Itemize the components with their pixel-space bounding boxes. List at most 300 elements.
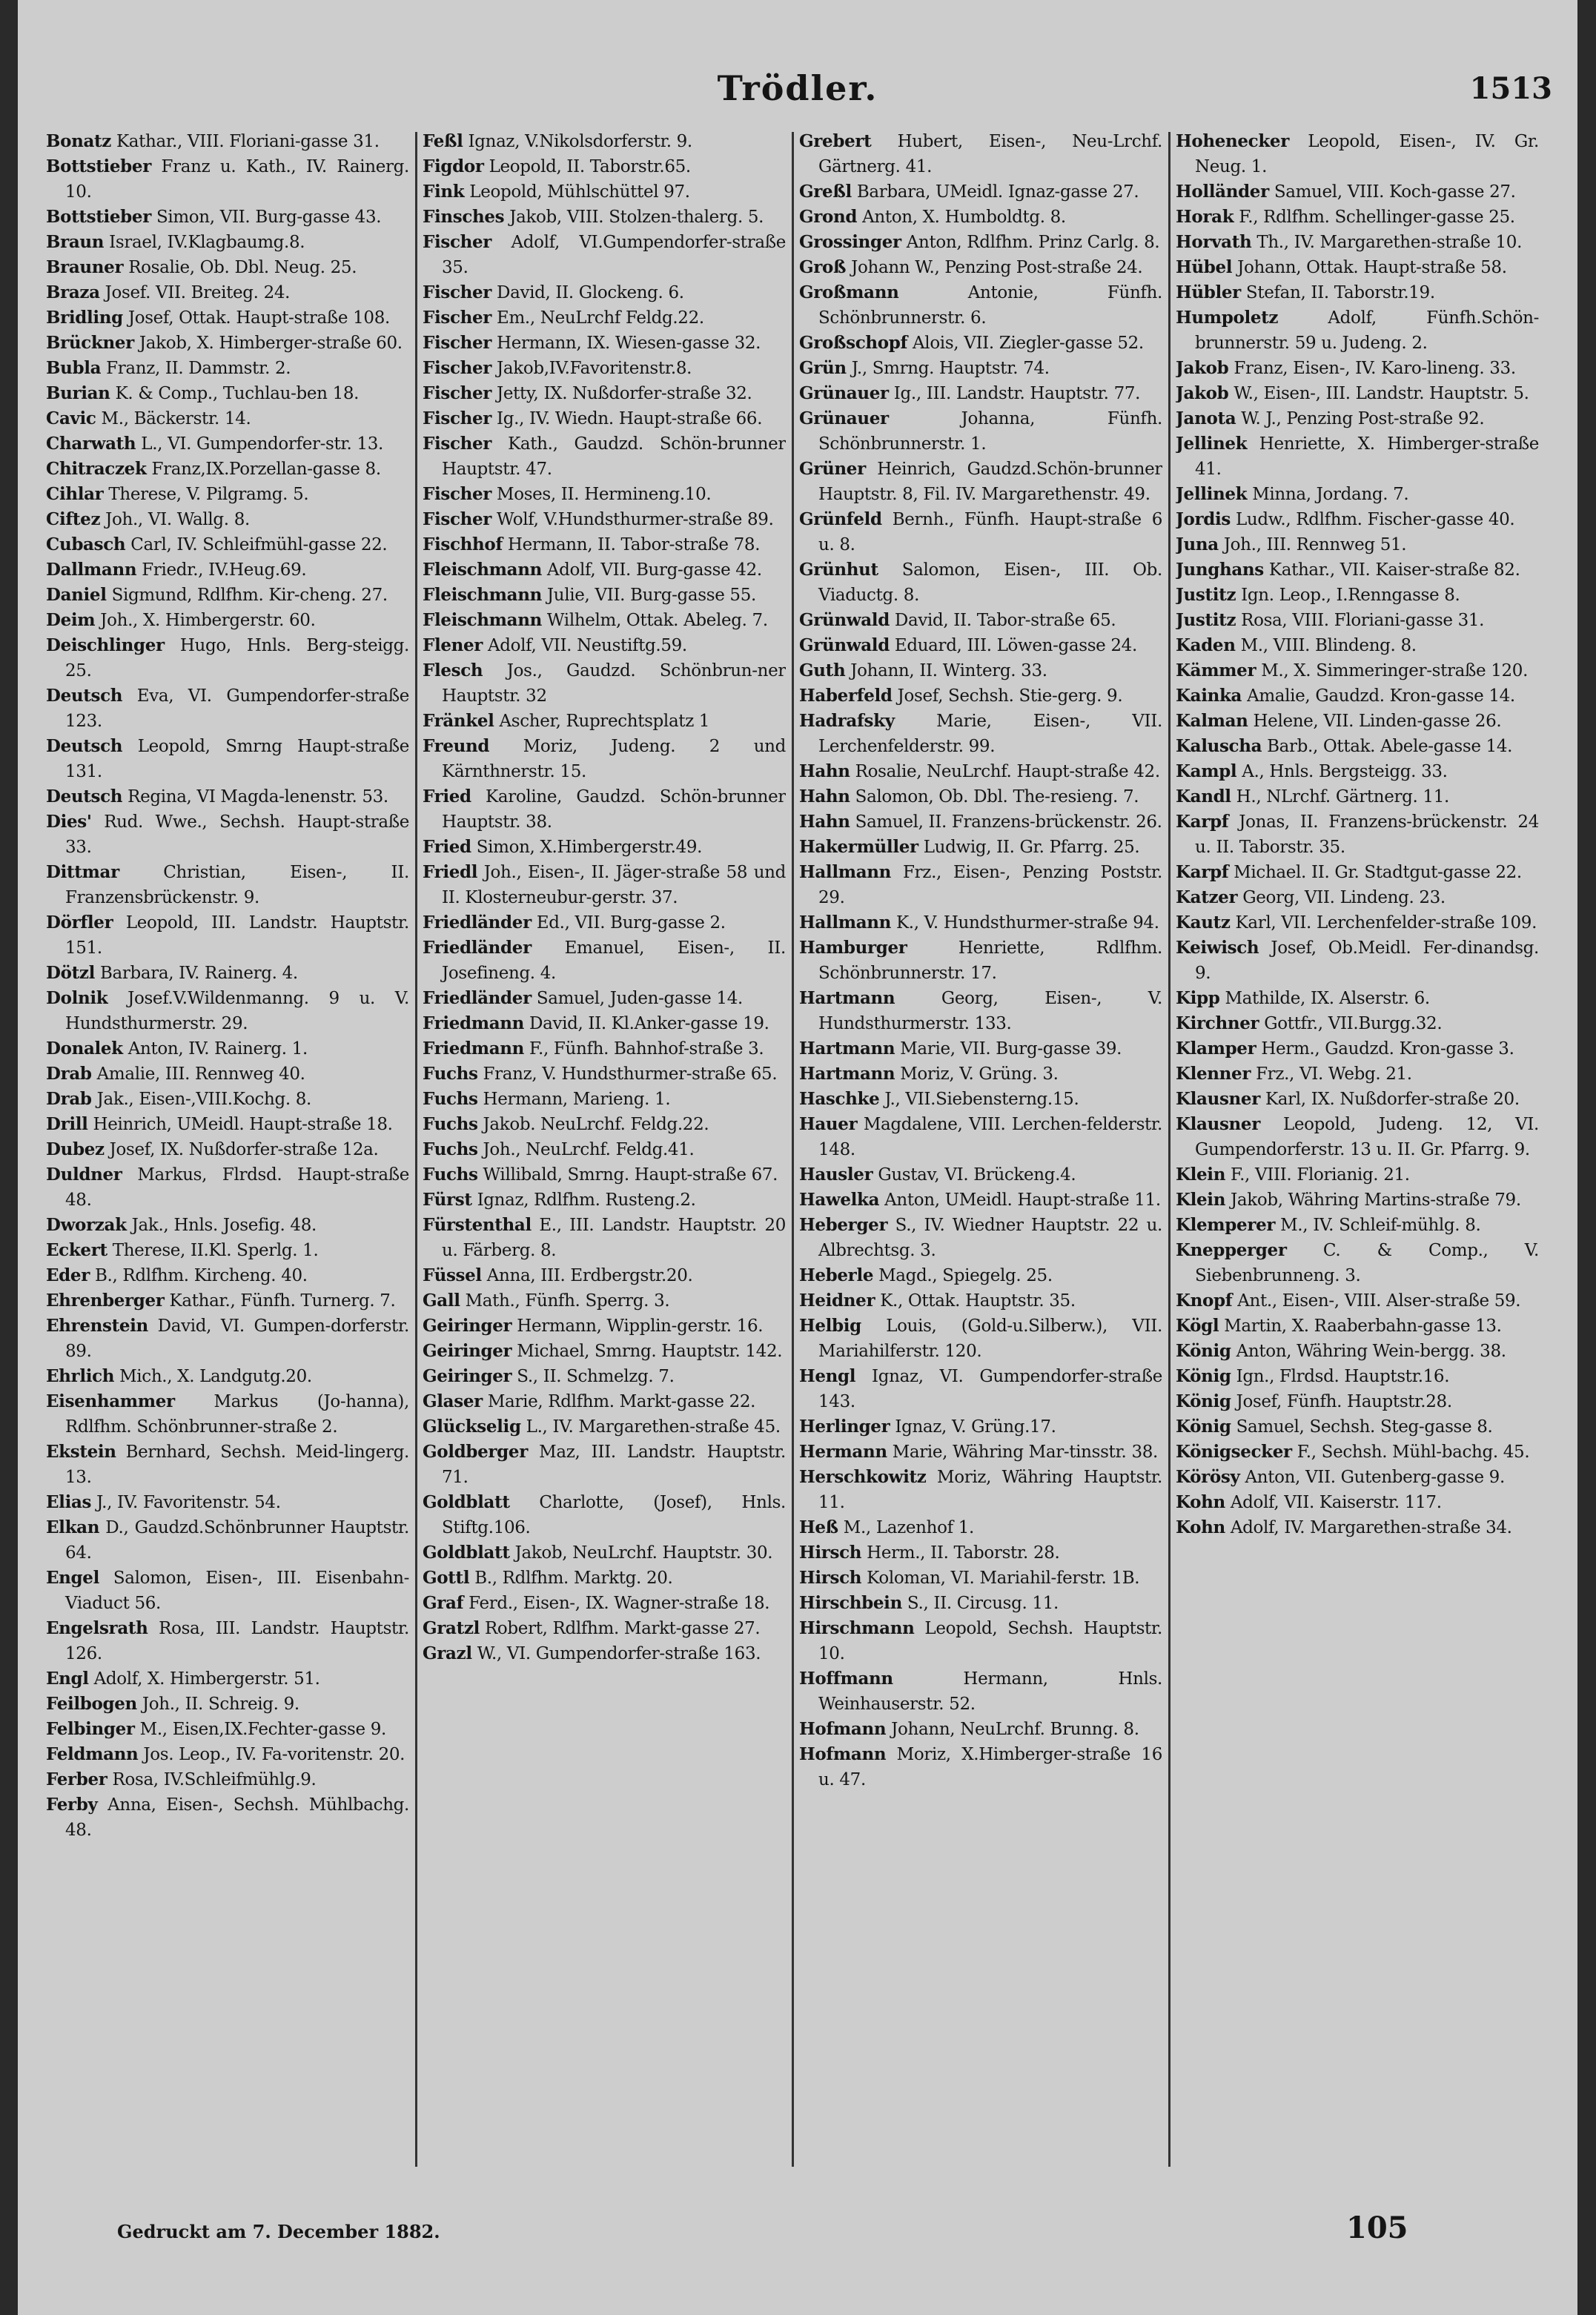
directory-entry [1176,1238,1539,1288]
entry-details: Stefan, II. Taborstr.19. [1245,283,1435,302]
entry-surname: Deischlinger [46,635,165,655]
entry-surname: Fuchs [423,1089,478,1109]
directory-entry [799,356,1162,381]
entry-surname: Braun [46,232,105,252]
entry-surname: Heberle [799,1265,874,1285]
entry-surname: Hoffmann [799,1669,893,1689]
directory-entry [423,709,786,734]
entry-details: Jakob, VIII. Stolzen-thalerg. 5. [509,208,764,227]
entry-surname: Hahn [799,786,850,807]
entry-surname: Cubasch [46,534,126,554]
entry-details: A., Hnls. Bergsteigg. 33. [1242,762,1448,781]
entry-details: L., VI. Gumpendorfer-str. 13. [141,434,383,454]
entry-surname: Heidner [799,1291,875,1311]
entry-details: Charlotte, (Josef), Hnls. Stiftg.106. [442,1493,786,1537]
entry-surname: Greßl [799,182,852,202]
directory-entry [46,784,409,809]
directory-entry [423,532,786,557]
entry-details: Karl, VII. Lerchenfelder-straße 109. [1235,913,1537,933]
directory-entry [423,381,786,406]
entry-details: Barbara, IV. Rainerg. 4. [99,964,298,983]
directory-entry [46,1238,409,1263]
entry-details: Jak., Hnls. Josefig. 48. [131,1216,317,1235]
entry-details: Hermann, Marieng. 1. [483,1090,671,1109]
directory-entry [423,910,786,935]
entry-surname: Dies' [46,812,92,832]
directory-entry [799,1364,1162,1414]
directory-entry [1176,1490,1539,1515]
entry-details: Leopold, Smrng Haupt-straße 131. [65,737,409,781]
directory-entry [799,1162,1162,1188]
entry-details: Ignaz, V. Grüng.17. [895,1417,1056,1437]
entry-surname: Holländer [1176,182,1269,202]
entry-details: Antonie, Fünfh. Schönbrunnerstr. 6. [818,283,1162,328]
entry-surname: Janota [1176,408,1236,428]
entry-details: Hermann, IX. Wiesen-gasse 32. [497,334,761,353]
entry-details: M., IV. Schleif-mühlg. 8. [1280,1216,1481,1235]
entry-details: Ed., VII. Burg-gasse 2. [536,913,726,933]
directory-entry [423,331,786,356]
directory-entry [1176,406,1539,431]
entry-surname: Finsches [423,207,505,227]
entry-surname: Ehrenberger [46,1291,165,1311]
entry-surname: Drill [46,1114,88,1134]
entry-details: Herm., II. Taborstr. 28. [867,1543,1060,1563]
entry-details: Franz,IX.Porzellan-gasse 8. [151,460,381,479]
directory-entry [423,1616,786,1641]
directory-entry [423,305,786,331]
entry-surname: Helbig [799,1316,861,1336]
entry-details: M., Eisen,IX.Fechter-gasse 9. [139,1720,386,1739]
entry-surname: Cavic [46,408,96,428]
entry-details: W., Eisen-, III. Landstr. Hauptstr. 5. [1234,384,1529,403]
directory-entry [46,683,409,734]
entry-surname: Grüner [799,459,866,479]
entry-details: Koloman, VI. Mariahil-ferstr. 1B. [867,1569,1140,1588]
entry-details: F., Rdlfhm. Schellinger-gasse 25. [1239,208,1515,227]
entry-surname: Bonatz [46,131,111,151]
entry-surname: Hartmann [799,988,895,1008]
entry-surname: Figdor [423,156,484,176]
directory-entry [1176,381,1539,406]
directory-entry [46,507,409,532]
entry-details: Amalie, Gaudzd. Kron-gasse 14. [1247,686,1515,706]
directory-entry [46,431,409,457]
entry-surname: Hirsch [799,1543,862,1563]
directory-entry [423,1540,786,1566]
entry-details: Math., Fünfh. Sperrg. 3. [465,1291,670,1311]
entry-details: Anton, Währing Wein-bergg. 38. [1236,1342,1506,1361]
directory-entry [799,986,1162,1036]
directory-entry [46,1062,409,1087]
entry-details: Salomon, Ob. Dbl. The-resieng. 7. [855,787,1139,807]
directory-entry [1176,179,1539,205]
entry-details: Ascher, Ruprechtsplatz 1 [499,712,710,731]
entry-surname: Fleischmann [423,560,542,580]
entry-details: Joh., III. Rennweg 51. [1223,535,1407,554]
entry-details: W. J., Penzing Post-straße 92. [1241,409,1485,428]
entry-details: Ludwig, II. Gr. Pfarrg. 25. [923,838,1140,857]
entry-details: Jakob. NeuLrchf. Feldg.22. [483,1115,709,1134]
entry-details: Leopold, Mühlschüttel 97. [469,182,690,202]
directory-entry [46,230,409,255]
directory-entry [1176,809,1539,860]
entry-surname: Justitz [1176,585,1236,605]
directory-entry [799,331,1162,356]
entry-surname: Kainka [1176,686,1242,706]
directory-entry [799,507,1162,557]
entry-details: Joh., II. Schreig. 9. [142,1695,299,1714]
entry-surname: Fürst [423,1190,472,1210]
entry-surname: Großschopf [799,333,908,353]
entry-details: Ignaz, Rdlfhm. Rusteng.2. [477,1190,696,1210]
entry-details: J., VII.Siebensterng.15. [884,1090,1079,1109]
entry-surname: Jakob [1176,383,1229,403]
directory-entry [46,406,409,431]
directory-entry [423,356,786,381]
directory-entry [799,835,1162,860]
page-title: Trödler. [717,68,878,108]
directory-entry [799,1540,1162,1566]
entry-details: Ferd., Eisen-, IX. Wagner-straße 18. [468,1594,770,1613]
entry-details: Barbara, UMeidl. Ignaz-gasse 27. [856,182,1139,202]
entry-surname: Grünauer [799,383,889,403]
entry-surname: Jellinek [1176,484,1248,504]
entry-surname: Grünwald [799,635,890,655]
directory-entry [1176,356,1539,381]
entry-surname: Grond [799,207,858,227]
entry-surname: Friedmann [423,1013,525,1033]
directory-entry [423,406,786,431]
entry-surname: Goldblatt [423,1492,510,1512]
entry-surname: Füssel [423,1265,482,1285]
entry-details: Georg, VII. Lindeng. 23. [1242,888,1446,907]
entry-details: Anton, VII. Gutenberg-gasse 9. [1245,1468,1505,1487]
entry-surname: Karpf [1176,862,1229,882]
entry-surname: Dworzak [46,1215,127,1235]
entry-details: Ignaz, VI. Gumpendorfer-straße 143. [818,1367,1162,1411]
entry-surname: Fischer [423,408,492,428]
directory-entry [46,1515,409,1566]
entry-details: Mathilde, IX. Alserstr. 6. [1225,989,1430,1008]
entry-surname: Klein [1176,1165,1226,1185]
directory-entry [1176,860,1539,885]
entry-details: Ign. Leop., I.Renngasse 8. [1241,586,1460,605]
entry-details: Bernhard, Sechsh. Meid-lingerg. 13. [65,1443,409,1487]
entry-details: Kathar., VIII. Floriani-gasse 31. [116,132,380,151]
entry-surname: Hirsch [799,1568,862,1588]
entry-surname: Eisenhammer [46,1391,175,1411]
entry-details: Johann, II. Winterg. 33. [850,661,1047,680]
entry-surname: Justitz [1176,610,1236,630]
entry-surname: Flesch [423,660,483,680]
directory-entry [799,1188,1162,1213]
entry-details: Julie, VII. Burg-gasse 55. [546,586,756,605]
directory-entry [46,961,409,986]
entry-surname: Goldblatt [423,1543,510,1563]
directory-entry [799,179,1162,205]
entry-details: Jak., Eisen-,VIII.Kochg. 8. [96,1090,312,1109]
entry-details: Jakob, NeuLrchf. Hauptstr. 30. [514,1543,773,1563]
entry-details: Eduard, III. Löwen-gasse 24. [894,636,1137,655]
directory-entry [1176,633,1539,658]
entry-surname: Groß [799,257,847,277]
entry-details: Moriz, V. Grüng. 3. [900,1064,1059,1084]
directory-entry [799,1087,1162,1112]
directory-entry [799,1666,1162,1717]
directory-entry [1176,986,1539,1011]
entry-surname: Fischer [423,358,492,378]
entry-surname: Klemperer [1176,1215,1276,1235]
entry-surname: Friedländer [423,938,532,958]
entry-surname: Klausner [1176,1114,1260,1134]
print-date: Gedruckt am 7. December 1882. [117,2221,440,2242]
directory-entry [423,1112,786,1137]
entry-details: Herm., Gaudzd. Kron-gasse 3. [1261,1039,1514,1059]
entry-details: Therese, V. Pilgramg. 5. [108,485,309,504]
entry-details: Hugo, Hnls. Berg-steigg. 25. [65,636,409,680]
directory-entry [1176,709,1539,734]
directory-entry [46,129,409,154]
directory-entry [46,1742,409,1767]
directory-entry [46,633,409,683]
directory-entry [799,205,1162,230]
entry-surname: Hübel [1176,257,1233,277]
entry-details: Wilhelm, Ottak. Abeleg. 7. [546,611,768,630]
entry-details: Moses, II. Hermineng.10. [497,485,712,504]
entry-details: Jakob,IV.Favoritenstr.8. [497,359,692,378]
entry-details: Jos. Leop., IV. Fa-voritenstr. 20. [143,1745,405,1764]
entry-surname: Grazl [423,1643,472,1663]
directory-entry [799,1062,1162,1087]
entry-details: Franz, Eisen-, IV. Karo-lineng. 33. [1234,359,1516,378]
entry-details: Rosalie, Ob. Dbl. Neug. 25. [128,258,357,277]
entry-surname: Fried [423,786,471,807]
directory-entry [46,1490,409,1515]
entry-surname: Daniel [46,585,107,605]
entry-details: Adolf, Fünfh.Schön-brunnerstr. 59 u. Judeng. 2. [1195,308,1539,353]
entry-details: Salomon, Eisen-, III. Ob. Viaductg. 8. [818,560,1162,605]
entry-details: M., X. Simmeringer-straße 120. [1261,661,1529,680]
entry-surname: Fried [423,837,471,857]
entry-surname: Deutsch [46,786,123,807]
entry-details: L., IV. Margarethen-straße 45. [526,1417,781,1437]
entry-details: Leopold, Eisen-, IV. Gr. Neug. 1. [1195,132,1539,176]
directory-entry [423,935,786,986]
directory-entry [46,532,409,557]
entry-details: Ig., III. Landstr. Hauptstr. 77. [893,384,1141,403]
entry-details: Adolf, VI.Gumpendorfer-straße 35. [442,233,786,277]
entry-surname: Knepperger [1176,1240,1287,1260]
directory-page [18,0,1577,2315]
entry-details: K., Ottak. Hauptstr. 35. [880,1291,1076,1311]
entry-surname: Engl [46,1669,89,1689]
directory-entry [46,1112,409,1137]
entry-details: Christian, Eisen-, II. Franzensbrückenstr. 9. [65,863,409,907]
entry-details: E., III. Landstr. Hauptstr. 20 u. Färberg. 8. [442,1216,786,1260]
entry-details: S., II. Schmelzg. 7. [517,1367,675,1386]
entry-surname: Charwath [46,434,136,454]
entry-details: Joh., Eisen-, II. Jäger-straße 58 und II. Klosterneubur-gerstr. 37. [442,863,786,907]
entry-details: Salomon, Eisen-, III. Eisenbahn-Viaduct 56. [65,1569,409,1613]
entry-details: Minna, Jordang. 7. [1252,485,1409,504]
entry-surname: Drab [46,1064,92,1084]
entry-surname: Ferber [46,1769,107,1789]
entry-details: Josef, Fünfh. Hauptstr.28. [1236,1392,1452,1411]
entry-surname: Grünauer [799,408,889,428]
entry-surname: Geiringer [423,1366,512,1386]
entry-details: Franz, V. Hundsthurmer-straße 65. [483,1064,778,1084]
entry-details: Simon, X.Himbergerstr.49. [476,838,703,857]
entry-surname: Goldberger [423,1442,528,1462]
entry-surname: Fuchs [423,1139,478,1159]
directory-entry [46,1566,409,1616]
directory-entry [1176,784,1539,809]
directory-entry [46,255,409,280]
entry-details: Rosalie, NeuLrchf. Haupt-straße 42. [855,762,1160,781]
entry-details: Joh., NeuLrchf. Feldg.41. [483,1140,695,1159]
directory-column-1 [46,129,409,2197]
entry-details: Samuel, II. Franzens-brückenstr. 26. [855,812,1162,832]
entry-details: M., VIII. Blindeng. 8. [1240,636,1417,655]
entry-surname: Felbinger [46,1719,135,1739]
entry-surname: Deutsch [46,736,123,756]
entry-surname: Friedl [423,862,478,882]
entry-details: Sigmund, Rdlfhm. Kir-cheng. 27. [111,586,388,605]
entry-details: Karoline, Gaudzd. Schön-brunner Hauptstr. 38. [442,787,786,832]
directory-entry [423,860,786,910]
entry-details: Eva, VI. Gumpendorfer-straße 123. [65,686,409,731]
directory-entry [799,1112,1162,1162]
directory-entry [1176,557,1539,583]
directory-entry [1176,230,1539,255]
directory-entry [423,431,786,482]
entry-details: Heinrich, Gaudzd.Schön-brunner Hauptstr. 8, Fil. IV. Margarethenstr. 49. [818,460,1162,504]
entry-details: Mich., X. Landgutg.20. [119,1367,312,1386]
directory-entry [423,1263,786,1288]
directory-entry [423,1062,786,1087]
entry-surname: Klausner [1176,1089,1260,1109]
entry-details: Marie, VII. Burg-gasse 39. [900,1039,1122,1059]
directory-entry [423,734,786,784]
directory-entry [1176,255,1539,280]
entry-details: Michael. II. Gr. Stadtgut-gasse 22. [1234,863,1522,882]
entry-details: Anna, III. Erdbergstr.20. [486,1266,693,1285]
entry-surname: Feßl [423,131,463,151]
entry-surname: Hirschbein [799,1593,902,1613]
entry-surname: Jakob [1176,358,1229,378]
directory-entry [1176,910,1539,935]
entry-details: Adolf, IV. Margarethen-straße 34. [1230,1518,1512,1537]
directory-entry [799,1036,1162,1062]
entry-surname: Friedländer [423,913,532,933]
directory-entry [46,1036,409,1062]
entry-surname: Fürstenthal [423,1215,532,1235]
entry-surname: Hadrafsky [799,711,895,731]
directory-entry [423,507,786,532]
entry-surname: Grossinger [799,232,901,252]
entry-details: Ludw., Rdlfhm. Fischer-gasse 40. [1235,510,1515,529]
entry-details: Kath., Gaudzd. Schön-brunner Hauptstr. 47. [442,434,786,479]
entry-details: Adolf, VII. Kaiserstr. 117. [1230,1493,1442,1512]
entry-surname: Fischer [423,282,492,302]
directory-entry [46,280,409,305]
directory-entry [423,1389,786,1414]
entry-details: Israel, IV.Klagbaumg.8. [109,233,305,252]
directory-entry [799,709,1162,759]
entry-details: Ant., Eisen-, VIII. Alser-straße 59. [1237,1291,1521,1311]
directory-entry [46,1364,409,1389]
directory-entry [46,1314,409,1364]
directory-entry [799,255,1162,280]
entry-surname: Fuchs [423,1165,478,1185]
page-number: 1513 [1469,71,1552,106]
entry-surname: Junghans [1176,560,1264,580]
entry-details: Wolf, V.Hundsthurmer-straße 89. [497,510,774,529]
directory-entry [423,1188,786,1213]
entry-details: Joh., X. Himbergerstr. 60. [100,611,316,630]
entry-surname: Friedländer [423,988,532,1008]
entry-surname: Karpf [1176,812,1229,832]
entry-details: Anna, Eisen-, Sechsh. Mühlbachg. 48. [65,1795,409,1840]
entry-details: Jakob, Währing Martins-straße 79. [1231,1190,1521,1210]
entry-details: David, II. Tabor-straße 65. [894,611,1116,630]
entry-surname: Deim [46,610,96,630]
entry-details: Leopold, Sechsh. Hauptstr. 10. [818,1619,1162,1663]
entry-surname: König [1176,1341,1231,1361]
entry-details: Frz., Eisen-, Penzing Poststr. 29. [818,863,1162,907]
entry-surname: Geiringer [423,1341,512,1361]
directory-entry [423,1087,786,1112]
entry-details: Regina, VI Magda-lenenstr. 53. [128,787,388,807]
directory-entry [1176,305,1539,356]
entry-surname: Hallmann [799,862,891,882]
entry-details: Moriz, X.Himberger-straße 16 u. 47. [818,1745,1162,1789]
directory-entry [1176,1364,1539,1389]
directory-entry [1176,1213,1539,1238]
entry-details: Rosa, IV.Schleifmühlg.9. [112,1770,317,1789]
entry-surname: Ferby [46,1795,98,1815]
entry-details: David, VI. Gumpen-dorferstr. 89. [65,1317,409,1361]
entry-details: Franz, II. Dammstr. 2. [106,359,291,378]
directory-entry [1176,1188,1539,1213]
directory-entry [423,658,786,709]
entry-details: Leopold, Judeng. 12, VI. Gumpendorferstr. 13 u. II. Gr. Pfarrg. 9. [1195,1115,1539,1159]
directory-entry [1176,608,1539,633]
entry-surname: Dittmar [46,862,119,882]
directory-entry [1176,658,1539,683]
directory-entry [46,356,409,381]
entry-surname: Kipp [1176,988,1220,1008]
entry-surname: Fleischmann [423,585,542,605]
entry-surname: Feilbogen [46,1694,137,1714]
entry-surname: Fischer [423,509,492,529]
entry-details: Emanuel, Eisen-, II. Josefineng. 4. [442,938,786,983]
entry-surname: Engel [46,1568,99,1588]
entry-surname: Haberfeld [799,686,893,706]
entry-surname: Fuchs [423,1064,478,1084]
directory-column-4 [1176,129,1539,2197]
directory-entry [799,1566,1162,1591]
entry-surname: Hauer [799,1114,858,1134]
directory-entry [423,1213,786,1263]
entry-details: Jos., Gaudzd. Schönbrun-ner Hauptstr. 32 [442,661,786,706]
entry-details: K. & Comp., Tuchlau-ben 18. [115,384,360,403]
directory-entry [799,1440,1162,1465]
directory-entry [423,1414,786,1440]
entry-details: Moriz, Währing Hauptstr. 11. [818,1468,1162,1512]
entry-details: Rosa, III. Landstr. Hauptstr. 126. [65,1619,409,1663]
